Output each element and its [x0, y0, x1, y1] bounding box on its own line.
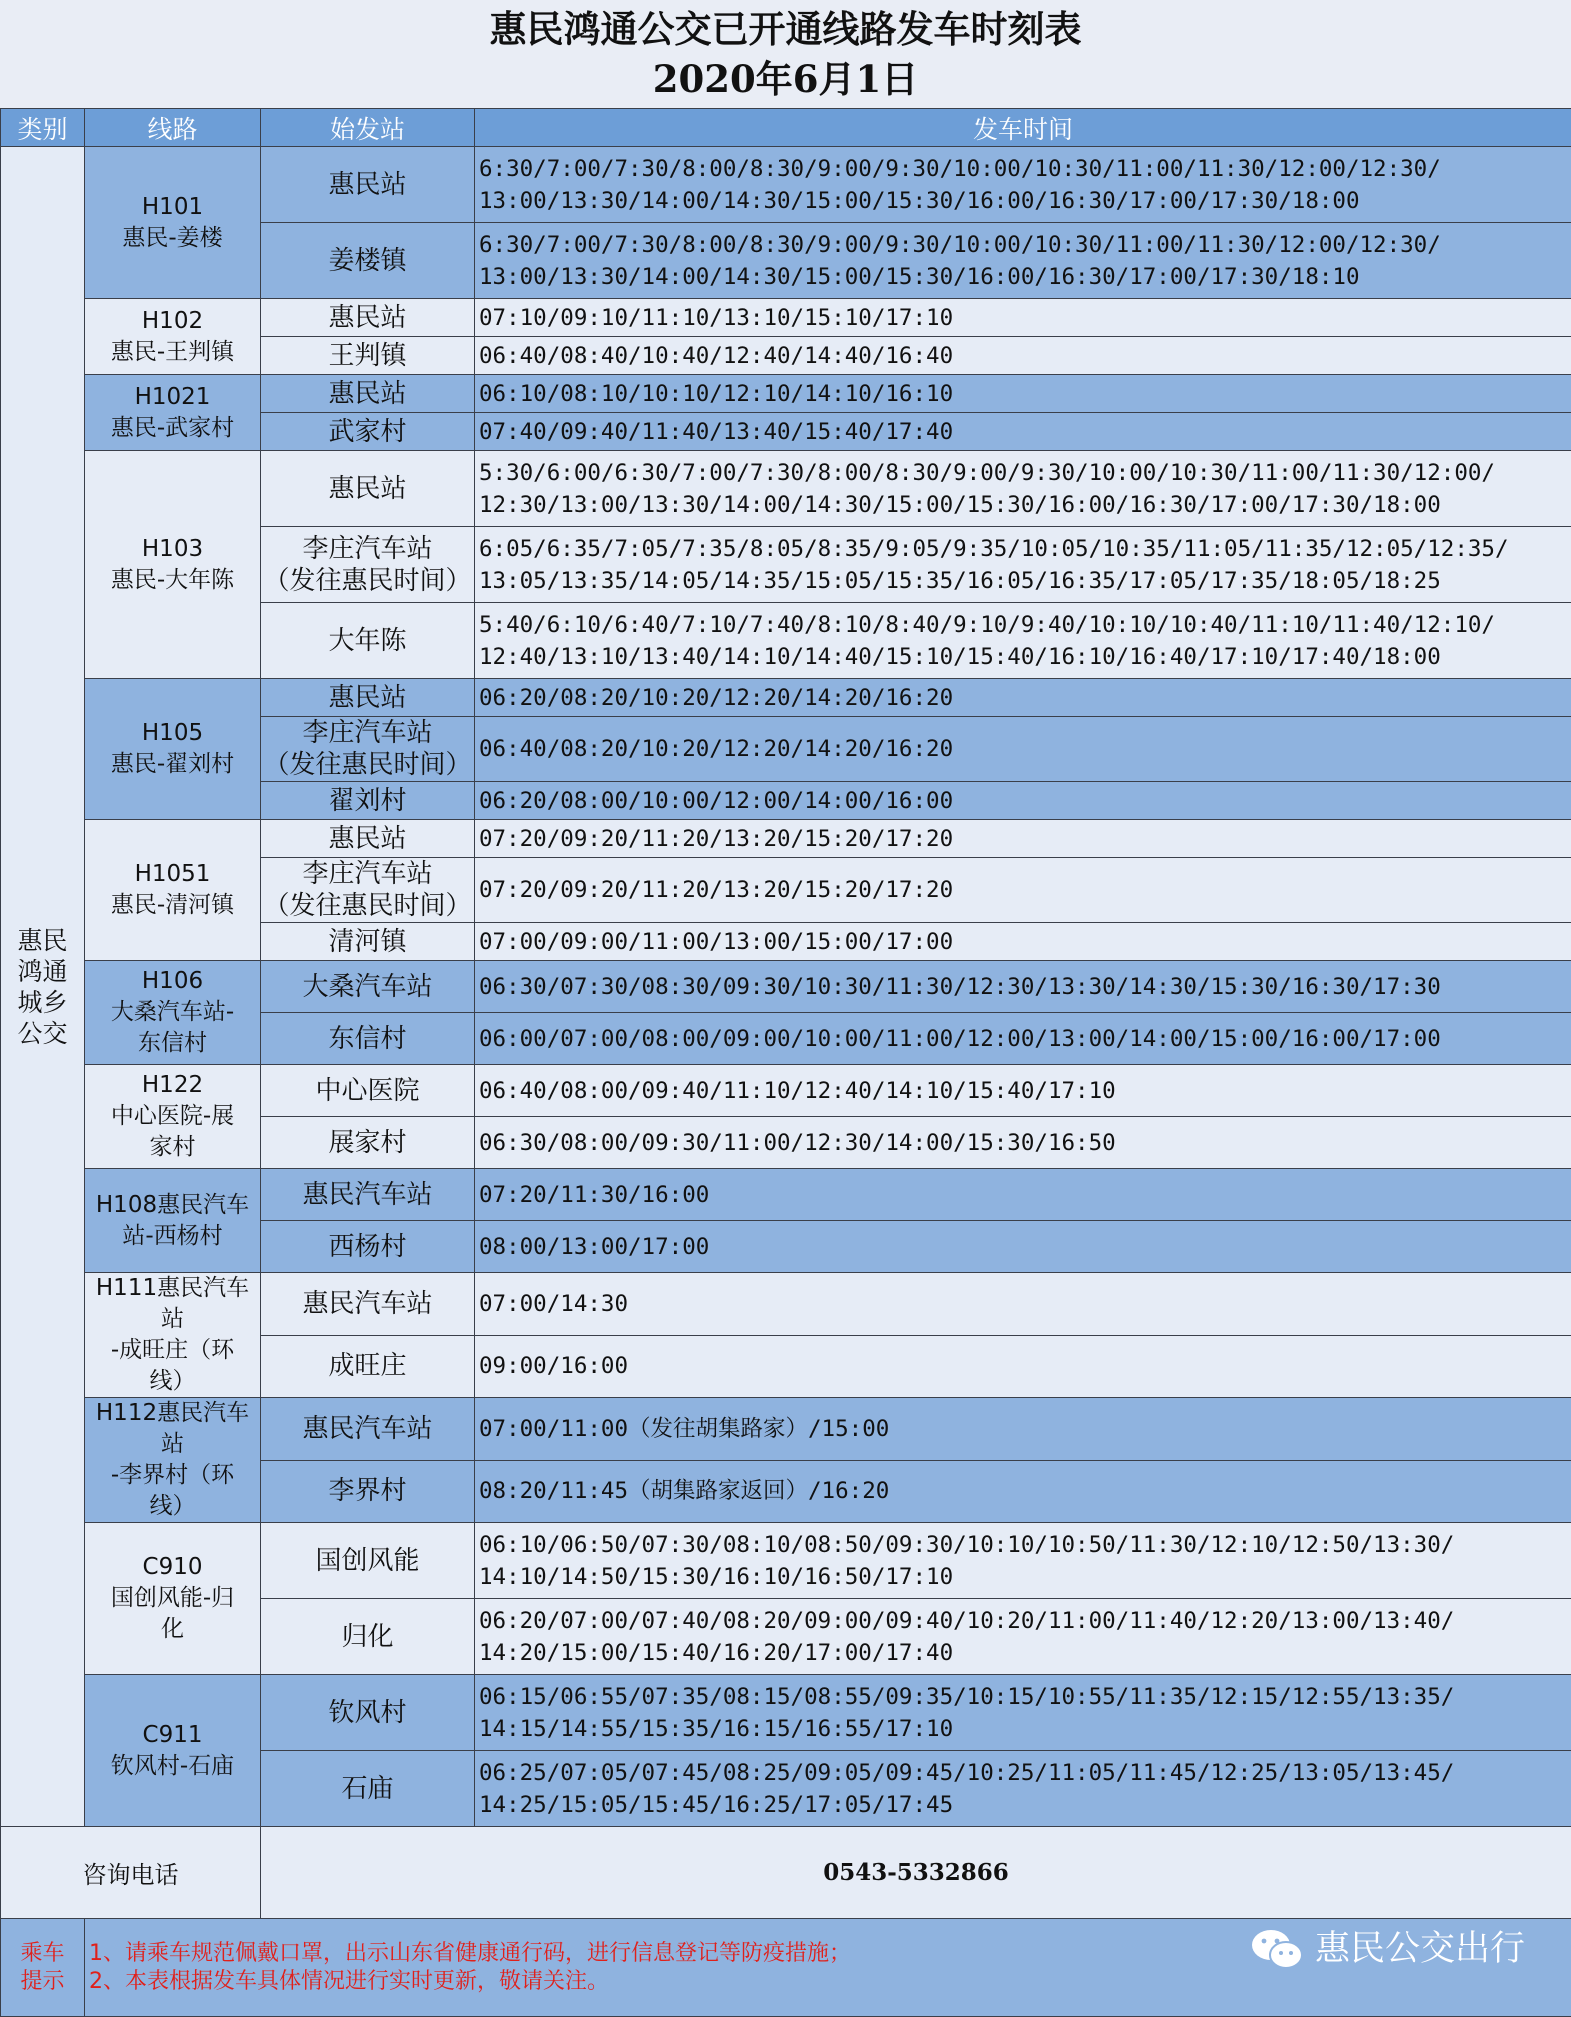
route-cell	[85, 147, 261, 299]
departure-times-line: 07:00/14:30	[479, 1288, 1571, 1320]
departure-times	[475, 961, 1571, 1013]
station-cell	[261, 1335, 475, 1398]
station-name: 大年陈	[261, 625, 474, 657]
departure-times-line: 6:05/6:35/7:05/7:35/8:05/8:35/9:05/9:35/10:05/10:35/11:05/11:35/12:05/12:35/	[479, 533, 1571, 565]
station-cell	[261, 1169, 475, 1221]
header-category: 类别	[1, 109, 85, 147]
tips-content	[85, 1919, 1571, 2017]
tips-label-line-2: 提示	[1, 1968, 84, 1996]
departure-times-line: 08:00/13:00/17:00	[479, 1231, 1571, 1263]
departure-times	[475, 1273, 1571, 1336]
station-name: 李庄汽车站	[261, 717, 474, 749]
station-name: 李界村	[261, 1475, 474, 1507]
station-cell	[261, 782, 475, 820]
schedule-row	[1, 820, 1571, 858]
route-name-line: 中心医院-展	[85, 1101, 260, 1132]
route-cell	[85, 299, 261, 375]
station-name: 清河镇	[261, 926, 474, 958]
station-cell	[261, 717, 475, 782]
category-line: 鸿通	[1, 956, 84, 987]
station-cell	[261, 1117, 475, 1169]
tips-label-line-1: 乘车	[1, 1940, 84, 1968]
route-name-line: H102	[85, 306, 260, 337]
route-cell	[85, 1169, 261, 1273]
tip-line-2: 2、本表根据发车具体情况进行实时更新，敬请关注。	[89, 1968, 1571, 1996]
station-name: 王判镇	[261, 340, 474, 372]
route-cell	[85, 1398, 261, 1523]
route-cell	[85, 1523, 261, 1675]
station-cell	[261, 1013, 475, 1065]
departure-times	[475, 1675, 1571, 1751]
station-cell	[261, 961, 475, 1013]
station-name: （发往惠民时间）	[261, 565, 474, 597]
departure-times	[475, 223, 1571, 299]
station-name: （发往惠民时间）	[261, 749, 474, 781]
route-name-line: 惠民-清河镇	[85, 890, 260, 921]
route-name-line: 线）	[85, 1366, 260, 1397]
departure-times-line: 07:20/11:30/16:00	[479, 1179, 1571, 1211]
departure-times	[475, 1065, 1571, 1117]
departure-times	[475, 527, 1571, 603]
departure-times-line: 06:10/06:50/07:30/08:10/08:50/09:30/10:10/10:50/11:30/12:10/12:50/13:30/	[479, 1529, 1571, 1561]
category-cell	[1, 147, 85, 1827]
route-name-line: 线）	[85, 1491, 260, 1522]
departure-times-line: 6:30/7:00/7:30/8:00/8:30/9:00/9:30/10:00/10:30/11:00/11:30/12:00/12:30/	[479, 229, 1571, 261]
route-name-line: H105	[85, 718, 260, 749]
route-cell	[85, 679, 261, 820]
schedule-row	[1, 375, 1571, 413]
station-name: 武家村	[261, 416, 474, 448]
departure-times-line: 06:15/06:55/07:35/08:15/08:55/09:35/10:15/10:55/11:35/12:15/12:55/13:35/	[479, 1681, 1571, 1713]
category-line: 惠民	[1, 925, 84, 956]
category-line: 公交	[1, 1018, 84, 1049]
route-name-line: H1021	[85, 382, 260, 413]
title-line-1: 惠民鸿通公交已开通线路发车时刻表	[0, 4, 1571, 54]
header-route: 线路	[85, 109, 261, 147]
departure-times-line: 06:40/08:20/10:20/12:20/14:20/16:20	[479, 733, 1571, 765]
title-date: 2020年6月1日	[0, 54, 1571, 104]
station-cell	[261, 1273, 475, 1336]
schedule-row	[1, 299, 1571, 337]
route-name-line: H112惠民汽车站	[85, 1398, 260, 1460]
tips-label	[1, 1919, 85, 2017]
category-line: 城乡	[1, 987, 84, 1018]
route-name-line: H122	[85, 1070, 260, 1101]
departure-times-line: 08:20/11:45（胡集路家返回）/16:20	[479, 1475, 1571, 1507]
station-cell	[261, 147, 475, 223]
schedule-row	[1, 1523, 1571, 1599]
departure-times-line: 06:30/08:00/09:30/11:00/12:30/14:00/15:30/16:50	[479, 1127, 1571, 1159]
station-cell	[261, 1398, 475, 1461]
departure-times-line: 5:30/6:00/6:30/7:00/7:30/8:00/8:30/9:00/9:30/10:00/10:30/11:00/11:30/12:00/	[479, 457, 1571, 489]
schedule-row	[1, 451, 1571, 527]
station-name: 惠民汽车站	[261, 1179, 474, 1211]
contact-label: 咨询电话	[1, 1827, 261, 1919]
route-name-line: 东信村	[85, 1028, 260, 1059]
station-cell	[261, 1065, 475, 1117]
departure-times	[475, 1599, 1571, 1675]
route-cell	[85, 961, 261, 1065]
departure-times	[475, 337, 1571, 375]
route-name-line: -成旺庄（环	[85, 1335, 260, 1366]
route-name-line: 家村	[85, 1132, 260, 1163]
route-cell	[85, 451, 261, 679]
wechat-icon	[1249, 1927, 1305, 1971]
departure-times-line: 06:40/08:00/09:40/11:10/12:40/14:10/15:40/17:10	[479, 1075, 1571, 1107]
station-cell	[261, 451, 475, 527]
station-cell	[261, 1675, 475, 1751]
departure-times-line: 6:30/7:00/7:30/8:00/8:30/9:00/9:30/10:00/10:30/11:00/11:30/12:00/12:30/	[479, 153, 1571, 185]
station-cell	[261, 1221, 475, 1273]
station-name: 东信村	[261, 1023, 474, 1055]
schedule-row	[1, 1065, 1571, 1117]
schedule-title	[0, 0, 1571, 108]
route-name-line: 钦风村-石庙	[85, 1751, 260, 1782]
schedule-row	[1, 679, 1571, 717]
departure-times	[475, 375, 1571, 413]
station-name: 惠民汽车站	[261, 1288, 474, 1320]
schedule-row	[1, 1169, 1571, 1221]
route-name-line: 惠民-大年陈	[85, 565, 260, 596]
station-cell	[261, 679, 475, 717]
tip-line-1: 1、请乘车规范佩戴口罩，出示山东省健康通行码，进行信息登记等防疫措施；	[89, 1940, 1571, 1968]
station-name: 西杨村	[261, 1231, 474, 1263]
station-name: 展家村	[261, 1127, 474, 1159]
departure-times-line: 13:00/13:30/14:00/14:30/15:00/15:30/16:00/16:30/17:00/17:30/18:10	[479, 261, 1571, 293]
departure-times-line: 14:20/15:00/15:40/16:20/17:00/17:40	[479, 1637, 1571, 1669]
route-name-line: H103	[85, 534, 260, 565]
departure-times-line: 06:20/08:20/10:20/12:20/14:20/16:20	[479, 682, 1571, 714]
station-name: 惠民站	[261, 169, 474, 201]
departure-times	[475, 679, 1571, 717]
departure-times-line: 13:00/13:30/14:00/14:30/15:00/15:30/16:00/16:30/17:00/17:30/18:00	[479, 185, 1571, 217]
station-name: 惠民站	[261, 302, 474, 334]
departure-times-line: 06:20/07:00/07:40/08:20/09:00/09:40/10:20/11:00/11:40/12:20/13:00/13:40/	[479, 1605, 1571, 1637]
station-cell	[261, 858, 475, 923]
header-times: 发车时间	[475, 109, 1571, 147]
schedule-row	[1, 1398, 1571, 1461]
station-name: 惠民站	[261, 823, 474, 855]
station-cell	[261, 1523, 475, 1599]
departure-times	[475, 1169, 1571, 1221]
departure-times-line: 13:05/13:35/14:05/14:35/15:05/15:35/16:05/16:35/17:05/17:35/18:05/18:25	[479, 565, 1571, 597]
station-cell	[261, 527, 475, 603]
departure-times	[475, 1398, 1571, 1461]
schedule-row	[1, 147, 1571, 223]
schedule-row	[1, 961, 1571, 1013]
departure-times-line: 07:00/11:00（发往胡集路家）/15:00	[479, 1413, 1571, 1445]
route-name-line: 惠民-姜楼	[85, 223, 260, 254]
departure-times-line: 06:40/08:40/10:40/12:40/14:40/16:40	[479, 340, 1571, 372]
station-cell	[261, 923, 475, 961]
departure-times	[475, 782, 1571, 820]
route-cell	[85, 1273, 261, 1398]
schedule-row	[1, 1273, 1571, 1336]
route-name-line: 惠民-翟刘村	[85, 749, 260, 780]
station-cell	[261, 337, 475, 375]
route-name-line: 惠民-武家村	[85, 413, 260, 444]
station-name: 翟刘村	[261, 785, 474, 817]
route-name-line: -李界村（环	[85, 1460, 260, 1491]
station-cell	[261, 375, 475, 413]
departure-times	[475, 147, 1571, 223]
departure-times	[475, 451, 1571, 527]
departure-times	[475, 923, 1571, 961]
departure-times	[475, 413, 1571, 451]
departure-times-line: 06:00/07:00/08:00/09:00/10:00/11:00/12:00/13:00/14:00/15:00/16:00/17:00	[479, 1023, 1571, 1055]
station-name: （发往惠民时间）	[261, 890, 474, 922]
contact-row	[1, 1827, 1571, 1919]
departure-times-line: 07:40/09:40/11:40/13:40/15:40/17:40	[479, 416, 1571, 448]
route-name-line: C910	[85, 1552, 260, 1583]
departure-times-line: 09:00/16:00	[479, 1350, 1571, 1382]
route-name-line: H101	[85, 192, 260, 223]
schedule-row	[1, 1675, 1571, 1751]
departure-times	[475, 603, 1571, 679]
departure-times-line: 14:15/14:55/15:35/16:15/16:55/17:10	[479, 1713, 1571, 1745]
brand-name: 惠民公交出行	[1315, 1935, 1525, 1963]
schedule-table	[0, 108, 1571, 2017]
departure-times	[475, 1523, 1571, 1599]
station-cell	[261, 603, 475, 679]
departure-times	[475, 1751, 1571, 1827]
station-cell	[261, 413, 475, 451]
station-name: 归化	[261, 1621, 474, 1653]
contact-phone: 0543-5332866	[261, 1827, 1571, 1919]
departure-times	[475, 1013, 1571, 1065]
route-name-line: 大桑汽车站-	[85, 997, 260, 1028]
station-cell	[261, 1460, 475, 1523]
departure-times	[475, 820, 1571, 858]
station-name: 惠民站	[261, 682, 474, 714]
departure-times-line: 06:20/08:00/10:00/12:00/14:00/16:00	[479, 785, 1571, 817]
station-name: 国创风能	[261, 1545, 474, 1577]
route-name-line: H1051	[85, 859, 260, 890]
departure-times-line: 06:10/08:10/10:10/12:10/14:10/16:10	[479, 378, 1571, 410]
departure-times-line: 07:20/09:20/11:20/13:20/15:20/17:20	[479, 874, 1571, 906]
route-name-line: C911	[85, 1720, 260, 1751]
tips-row	[1, 1919, 1571, 2017]
station-name: 大桑汽车站	[261, 971, 474, 1003]
route-name-line: 惠民-王判镇	[85, 337, 260, 368]
departure-times	[475, 299, 1571, 337]
route-name-line: 站-西杨村	[85, 1221, 260, 1252]
route-cell	[85, 1675, 261, 1827]
departure-times	[475, 858, 1571, 923]
station-cell	[261, 299, 475, 337]
station-cell	[261, 1599, 475, 1675]
station-name: 钦风村	[261, 1697, 474, 1729]
route-cell	[85, 820, 261, 961]
route-name-line: 国创风能-归	[85, 1583, 260, 1614]
departure-times-line: 06:30/07:30/08:30/09:30/10:30/11:30/12:30/13:30/14:30/15:30/16:30/17:30	[479, 971, 1571, 1003]
station-cell	[261, 1751, 475, 1827]
departure-times-line: 12:40/13:10/13:40/14:10/14:40/15:10/15:40/16:10/16:40/17:10/17:40/18:00	[479, 641, 1571, 673]
station-cell	[261, 820, 475, 858]
station-name: 惠民站	[261, 378, 474, 410]
departure-times-line: 14:25/15:05/15:45/16:25/17:05/17:45	[479, 1789, 1571, 1821]
departure-times-line: 14:10/14:50/15:30/16:10/16:50/17:10	[479, 1561, 1571, 1593]
route-cell	[85, 375, 261, 451]
departure-times	[475, 717, 1571, 782]
station-name: 姜楼镇	[261, 245, 474, 277]
brand-watermark	[1249, 1927, 1525, 1971]
header-row	[1, 109, 1571, 147]
departure-times-line: 12:30/13:00/13:30/14:00/14:30/15:00/15:30/16:00/16:30/17:00/17:30/18:00	[479, 489, 1571, 521]
station-name: 惠民汽车站	[261, 1413, 474, 1445]
route-cell	[85, 1065, 261, 1169]
station-cell	[261, 223, 475, 299]
route-name-line: 化	[85, 1614, 260, 1645]
header-station: 始发站	[261, 109, 475, 147]
station-name: 惠民站	[261, 473, 474, 505]
departure-times	[475, 1335, 1571, 1398]
station-name: 中心医院	[261, 1075, 474, 1107]
departure-times	[475, 1221, 1571, 1273]
station-name: 李庄汽车站	[261, 858, 474, 890]
departure-times	[475, 1117, 1571, 1169]
departure-times-line: 06:25/07:05/07:45/08:25/09:05/09:45/10:25/11:05/11:45/12:25/13:05/13:45/	[479, 1757, 1571, 1789]
departure-times-line: 07:20/09:20/11:20/13:20/15:20/17:20	[479, 823, 1571, 855]
station-name: 李庄汽车站	[261, 533, 474, 565]
route-name-line: H111惠民汽车站	[85, 1273, 260, 1335]
departure-times-line: 5:40/6:10/6:40/7:10/7:40/8:10/8:40/9:10/9:40/10:10/10:40/11:10/11:40/12:10/	[479, 609, 1571, 641]
departure-times-line: 07:00/09:00/11:00/13:00/15:00/17:00	[479, 926, 1571, 958]
station-name: 成旺庄	[261, 1350, 474, 1382]
route-name-line: H108惠民汽车	[85, 1190, 260, 1221]
departure-times-line: 07:10/09:10/11:10/13:10/15:10/17:10	[479, 302, 1571, 334]
station-name: 石庙	[261, 1773, 474, 1805]
route-name-line: H106	[85, 966, 260, 997]
departure-times	[475, 1460, 1571, 1523]
